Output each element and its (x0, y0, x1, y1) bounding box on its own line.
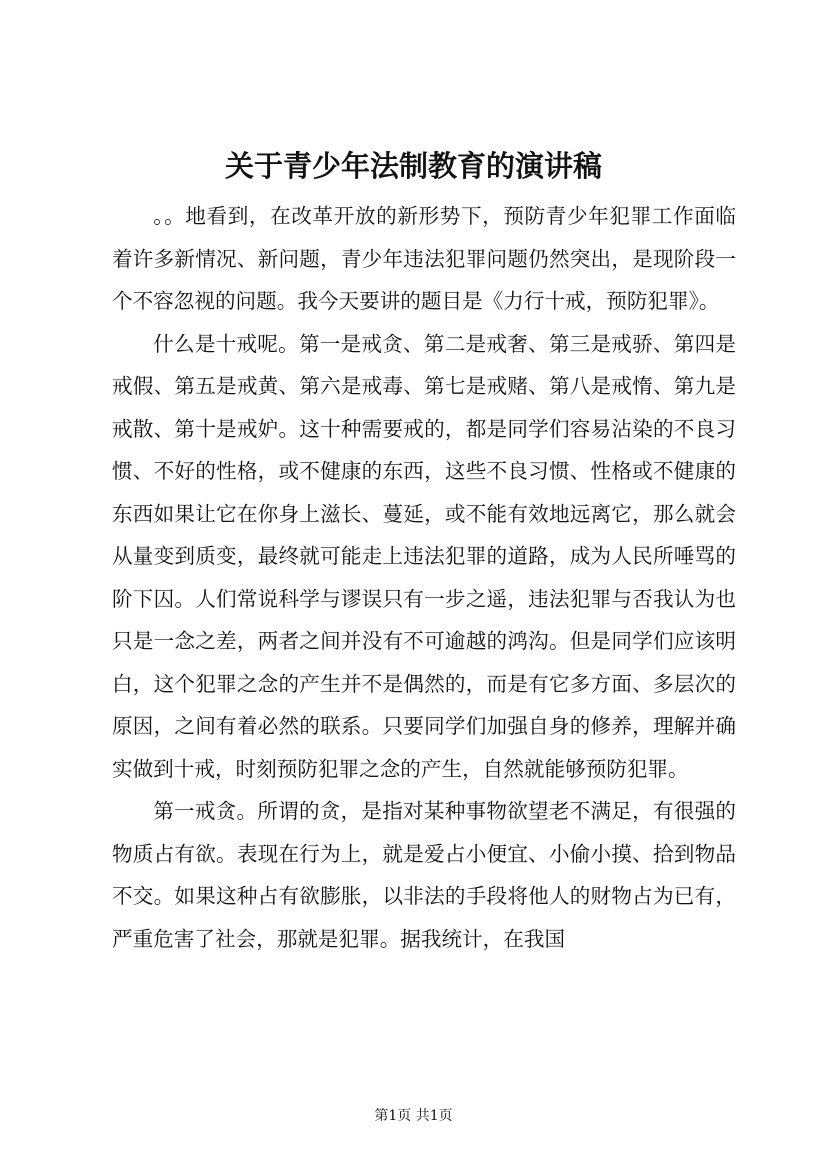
document-title: 关于青少年法制教育的演讲稿 (224, 149, 602, 183)
document-body (112, 195, 736, 960)
page-footer: 第1页 共1页 (374, 1108, 453, 1124)
paragraph: 。。地看到，在改革开放的新形势下，预防青少年犯罪工作面临着许多新情况、新问题，青少年违法犯罪问题仍然突出，是现阶段一个不容忽视的问题。我今天要讲的题目是《力行十戒，预防犯罪》。 (112, 204, 736, 313)
paragraph: 什么是十戒呢。第一是戒贪、第二是戒奢、第三是戒骄、第四是戒假、第五是戒黄、第六是戒毒、第七是戒赌、第八是戒惰、第九是戒散、第十是戒妒。这十种需要戒的，都是同学们容易沾染的不良习惯、不好的性格，或不健康的东西，这些不良习惯、性格或不健康的东西如果让它在你身上滋长、蔓延，或不能有效地远离它，那么就会从量变到质变，最终就可能走上违法犯罪的道路，成为人民所唾骂的阶下囚。人们常说科学与谬误只有一步之遥，违法犯罪与否我认为也只是一念之差，两者之间并没有不可逾越的鸿沟。但是同学们应该明白，这个犯罪之念的产生并不是偶然的，而是有它多方面、多层次的原因，之间有着必然的联系。只要同学们加强自身的修养，理解并确实做到十戒，时刻预防犯罪之念的产生，自然就能够预防犯罪。 (112, 331, 736, 781)
paragraph: 第一戒贪。所谓的贪，是指对某种事物欲望老不满足，有很强的物质占有欲。表现在行为上，就是爱占小便宜、小偷小摸、拾到物品不交。如果这种占有欲膨胀，以非法的手段将他人的财物占为已有，严重危害了社会，那就是犯罪。据我统计，在我国 (112, 799, 736, 951)
